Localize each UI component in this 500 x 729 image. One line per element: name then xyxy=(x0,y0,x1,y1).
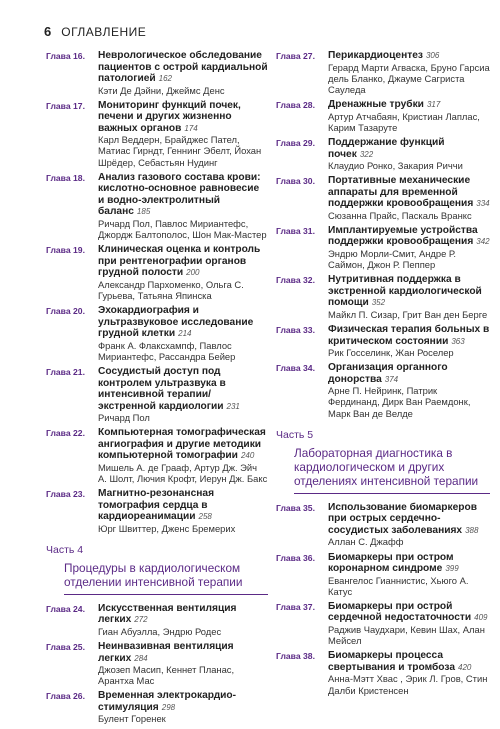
chapter-title-line xyxy=(98,172,268,218)
chapter-label: Глава 29. xyxy=(276,138,315,149)
chapter-authors: Юрг Швиттер, Дженс Бремерих xyxy=(98,522,236,534)
toc-entry xyxy=(276,137,490,171)
chapter-title-line xyxy=(98,244,268,279)
chapter-title-line xyxy=(98,603,268,626)
chapter-title: Перикардиоцентез xyxy=(328,50,423,61)
chapter-label: Глава 20. xyxy=(46,306,85,317)
chapter-page-number: 162 xyxy=(158,74,172,83)
chapter-authors: Раджив Чаудхари, Кевин Шах, Алан Мейсел xyxy=(328,623,485,647)
chapter-authors: Евангелос Гианнистис, Хьюго А. Катус xyxy=(328,574,469,597)
toc-right-column xyxy=(276,50,490,700)
chapter-title-line xyxy=(328,137,490,160)
chapter-title-line xyxy=(328,362,490,385)
chapter-body xyxy=(98,427,268,484)
chapter-title-line xyxy=(328,99,490,111)
part-title: Процедуры в кардиологическом отделении интенсивной терапии xyxy=(64,561,268,595)
chapter-title: Биомаркеры при острой сердечной недостаточности xyxy=(328,600,472,624)
chapter-body xyxy=(328,274,490,320)
chapter-title: Дренажные трубки xyxy=(328,99,424,111)
chapter-page-number: 185 xyxy=(136,207,151,217)
toc-entry xyxy=(276,274,490,320)
chapter-title: Магнитно-резонансная томография сердца в кардиореанимации xyxy=(98,488,215,523)
chapter-page-number: 374 xyxy=(384,374,399,384)
chapter-body xyxy=(328,137,490,171)
chapter-label: Глава 25. xyxy=(46,642,85,653)
chapter-label: Глава 33. xyxy=(276,325,315,336)
toc-entry xyxy=(276,99,490,133)
chapter-title-line xyxy=(98,641,268,664)
chapter-body xyxy=(98,366,268,423)
chapter-label: Глава 17. xyxy=(46,100,85,111)
chapter-title: Компьютерная томографическая ангиография и другие методики компьютерной томографии xyxy=(98,427,266,462)
chapter-title-line xyxy=(328,50,490,62)
toc-entry xyxy=(276,50,490,95)
chapter-title: Эхокардиография и ультразвуковое исследование грудной клетки xyxy=(98,305,254,340)
chapter-label: Глава 24. xyxy=(46,603,85,614)
chapter-label: Глава 37. xyxy=(276,601,315,612)
chapter-page-number: 272 xyxy=(134,615,148,625)
chapter-body xyxy=(328,502,490,548)
page-header xyxy=(44,24,146,40)
chapter-label: Глава 26. xyxy=(46,691,85,702)
chapter-page-number: 317 xyxy=(426,100,441,110)
toc-entry xyxy=(276,650,490,695)
chapter-body xyxy=(328,601,490,646)
chapter-title-line xyxy=(328,650,490,673)
chapter-title: Неинвазивная вентиляция легких xyxy=(98,641,234,664)
chapter-title-line xyxy=(328,552,490,575)
chapter-body xyxy=(328,99,490,133)
chapter-authors: Франк А. Флаксхампф, Павлос Мириантефс, Рассандра Бейер xyxy=(98,339,236,362)
chapter-title: Поддержание функций почек xyxy=(328,137,445,160)
toc-entry xyxy=(276,502,490,548)
toc-entry xyxy=(276,225,490,270)
chapter-title: Использование биомаркеров при острых сердечно-сосудистых заболеваниях xyxy=(328,501,477,536)
chapter-page-number: 240 xyxy=(240,451,255,461)
toc-part-heading xyxy=(46,544,268,595)
chapter-title-line xyxy=(98,100,268,135)
chapter-title: Нутритивная поддержка в экстренной кардиологической помощи xyxy=(328,274,482,309)
toc-entry xyxy=(46,100,268,168)
toc-entry xyxy=(276,601,490,646)
chapter-title: Мониторинг функций почек, печени и других жизненно важных органов xyxy=(98,99,241,134)
chapter-body xyxy=(98,172,268,240)
chapter-title: Биомаркеры при остром коронарном синдроме xyxy=(328,551,454,575)
chapter-authors: Сюзанна Прайс, Паскаль Вранкс xyxy=(328,209,472,221)
chapter-body xyxy=(98,50,268,96)
chapter-label: Глава 18. xyxy=(46,172,85,183)
chapter-label: Глава 32. xyxy=(276,275,315,286)
chapter-title-line xyxy=(98,427,268,462)
chapter-title: Временная электрокардио-стимуляция xyxy=(98,690,237,713)
chapter-page-number: 258 xyxy=(198,512,212,522)
toc-entry xyxy=(46,603,268,637)
chapter-title: Портативные механические аппараты для временной поддержки кровообращения xyxy=(328,175,474,210)
chapter-body xyxy=(98,603,268,637)
chapter-title-line xyxy=(328,225,490,248)
chapter-body xyxy=(328,225,490,270)
toc-entry xyxy=(276,175,490,221)
toc-entry xyxy=(46,305,268,362)
chapter-title: Физическая терапия больных в критическом состоянии xyxy=(328,324,490,347)
chapter-page-number: 306 xyxy=(425,51,440,60)
page-header-title: ОГЛАВЛЕНИЕ xyxy=(61,25,147,39)
chapter-body xyxy=(328,324,490,358)
chapter-page-number: 388 xyxy=(465,525,479,535)
chapter-page-number: 399 xyxy=(445,564,459,574)
chapter-label: Глава 30. xyxy=(276,176,315,187)
chapter-authors: Ричард Пол xyxy=(98,412,150,424)
chapter-authors: Гиан Абуэлла, Эндрю Родес xyxy=(98,625,222,637)
chapter-body xyxy=(98,244,268,301)
chapter-title: Организация органного донорства xyxy=(328,362,448,385)
chapter-body xyxy=(98,305,268,362)
chapter-body xyxy=(98,641,268,686)
chapter-label: Глава 22. xyxy=(46,428,85,439)
chapter-title: Имплантируемые устройства поддержки кровообращения xyxy=(328,224,478,248)
chapter-authors: Булент Горенек xyxy=(98,713,166,725)
chapter-label: Глава 21. xyxy=(46,367,85,378)
chapter-body xyxy=(328,175,490,221)
chapter-authors: Кэти Де Дэйни, Джеймс Денс xyxy=(98,84,225,96)
chapter-title-line xyxy=(98,305,268,340)
chapter-title: Биомаркеры процесса свертывания и тромбоза xyxy=(328,650,455,673)
chapter-label: Глава 31. xyxy=(276,225,315,236)
chapter-page-number: 174 xyxy=(184,123,198,133)
part-label: Часть 4 xyxy=(46,543,84,556)
chapter-title-line xyxy=(98,488,268,523)
chapter-title-line xyxy=(98,50,268,85)
chapter-page-number: 334 xyxy=(476,199,490,209)
chapter-page-number: 284 xyxy=(134,653,148,663)
chapter-authors: Аллан С. Джафф xyxy=(328,536,404,548)
chapter-authors: Джозеп Масип, Кеннет Планас, Арантха Мас xyxy=(98,664,235,687)
chapter-body xyxy=(328,362,490,419)
chapter-title: Клиническая оценка и контроль при рентгенографии органов грудной полости xyxy=(98,244,261,279)
chapter-authors: Арне П. Нейринк, Патрик Фердинанд, Дирк Ван Раемдонк, Марк Ван де Велде xyxy=(328,385,471,419)
toc-entry xyxy=(46,488,268,534)
chapter-label: Глава 34. xyxy=(276,363,315,374)
toc-part-heading xyxy=(276,429,490,494)
chapter-authors: Клаудио Ронко, Закария Риччи xyxy=(328,160,463,172)
chapter-label: Глава 28. xyxy=(276,100,315,111)
chapter-body xyxy=(328,552,490,597)
chapter-title: Неврологическое обследование пациентов с острой кардиальной патологией xyxy=(98,50,268,84)
chapter-title-line xyxy=(98,690,268,713)
chapter-label: Глава 35. xyxy=(276,502,315,513)
toc-entry xyxy=(276,362,490,419)
chapter-authors: Рик Госселинк, Жан Роселер xyxy=(328,347,454,359)
chapter-body xyxy=(98,100,268,168)
chapter-title: Анализ газового состава крови: кислотно-основное равновесие и водно-электролитный баланс xyxy=(98,171,261,218)
chapter-body xyxy=(328,50,490,95)
chapter-authors: Александр Пархоменко, Ольга С. Гурьева, Татьяна Япинска xyxy=(98,278,244,301)
toc-left-column xyxy=(46,50,268,729)
chapter-page-number: 420 xyxy=(458,662,472,672)
chapter-page-number: 322 xyxy=(359,149,374,159)
toc-entry xyxy=(46,366,268,423)
chapter-title: Сосудистый доступ под контролем ультразвука в интенсивной терапии/экстренной кардиологии xyxy=(98,366,226,412)
chapter-page-number: 342 xyxy=(476,237,490,247)
chapter-body xyxy=(328,650,490,695)
toc-entry xyxy=(46,50,268,96)
toc-entry xyxy=(46,172,268,240)
chapter-authors: Эндрю Морли-Смит, Андре Р. Саймон, Джон Р. Пеппер xyxy=(328,247,457,271)
chapter-page-number: 200 xyxy=(186,268,200,278)
chapter-page-number: 352 xyxy=(371,298,386,308)
chapter-authors: Майкл П. Сизар, Грит Ван ден Берге xyxy=(328,308,488,320)
chapter-page-number: 298 xyxy=(161,702,176,712)
chapter-authors: Герард Марти Агваска, Бруно Гарсиа дель Бланко, Джауме Сагриста Сауледа xyxy=(328,61,490,95)
page-number: 6 xyxy=(44,24,52,39)
part-label: Часть 5 xyxy=(276,428,314,441)
chapter-authors: Мишель А. де Грааф, Артур Дж. Эйч А. Шолт, Лючия Крофт, Иерун Дж. Бакс xyxy=(98,461,268,484)
chapter-page-number: 363 xyxy=(451,336,465,346)
chapter-label: Глава 16. xyxy=(46,51,85,61)
book-page xyxy=(10,8,490,725)
chapter-title-line xyxy=(98,366,268,412)
chapter-label: Глава 27. xyxy=(276,51,315,61)
chapter-authors: Ричард Пол, Павлос Мириантефс, Джордж Балтополос, Шон Мак-Мастер xyxy=(98,217,267,241)
part-title: Лабораторная диагностика в кардиологическом и других отделениях интенсивной терапии xyxy=(294,446,490,494)
chapter-title: Искусственная вентиляция легких xyxy=(98,602,237,626)
toc-entry xyxy=(46,641,268,686)
chapter-label: Глава 38. xyxy=(276,651,315,662)
chapter-authors: Карл Веддерн, Брайджес Пател, Матиас Гирндт, Геннинг Эбелт, Йохан Шрёдер, Себастьян Нудинг xyxy=(98,134,262,168)
chapter-body xyxy=(98,488,268,534)
chapter-page-number: 214 xyxy=(178,329,192,339)
toc-entry xyxy=(46,244,268,301)
chapter-label: Глава 23. xyxy=(46,489,85,500)
toc-entry xyxy=(276,324,490,358)
chapter-authors: Анна-Мэтт Хвас , Эрик Л. Гров, Стин Далби Кристенсен xyxy=(328,673,488,696)
chapter-label: Глава 36. xyxy=(276,552,315,563)
chapter-title-line xyxy=(328,175,490,210)
chapter-title-line xyxy=(328,274,490,309)
chapter-page-number: 409 xyxy=(474,613,488,623)
toc-entry xyxy=(46,427,268,484)
chapter-authors: Артур Атчабаян, Кристиан Лаплас, Карим Тазаруте xyxy=(328,110,480,133)
chapter-title-line xyxy=(328,324,490,347)
chapter-title-line xyxy=(328,502,490,537)
chapter-label: Глава 19. xyxy=(46,245,85,256)
chapter-title-line xyxy=(328,601,490,624)
toc-entry xyxy=(276,552,490,597)
chapter-page-number: 231 xyxy=(226,401,240,411)
